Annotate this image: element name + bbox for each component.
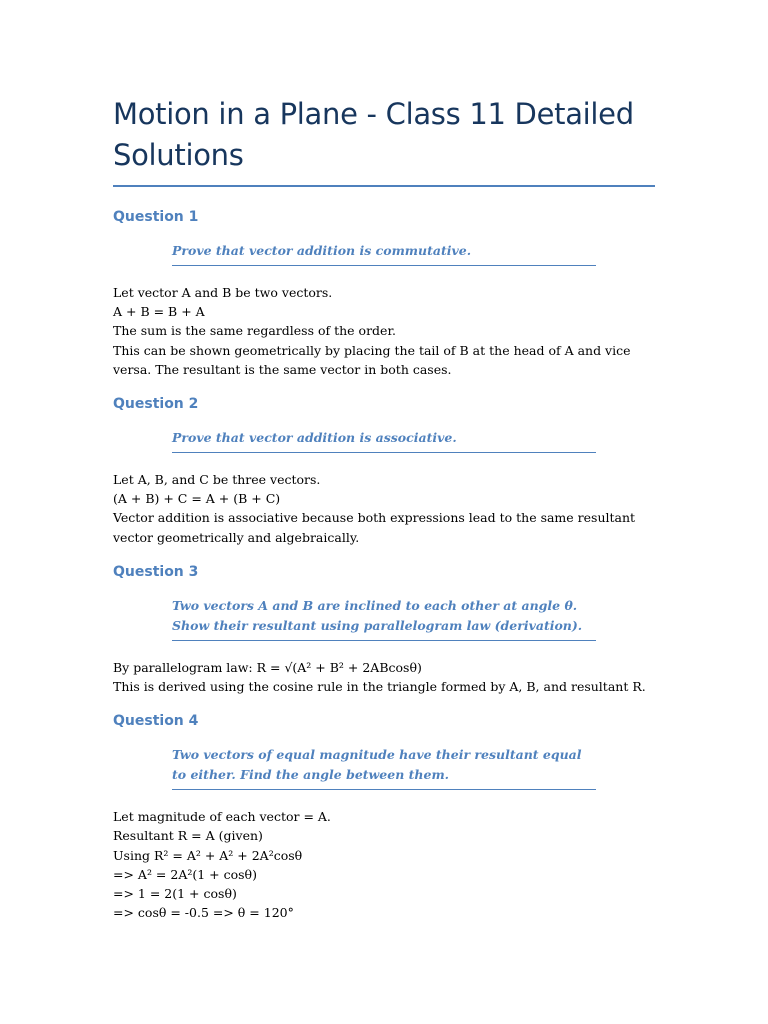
question-prompt: Two vectors of equal magnitude have their resultant equal to either. Find the angle between them. xyxy=(172,745,596,790)
answer-line: This can be shown geometrically by placing the tail of B at the head of A and vice versa. The resultant is the same vector in both cases. xyxy=(113,342,631,377)
document-page xyxy=(113,0,655,922)
answer-line: Resultant R = A (given) xyxy=(113,828,263,844)
answer-line: => cosθ = -0.5 => θ = 120° xyxy=(113,905,294,921)
question-heading: Question 1 xyxy=(113,209,199,225)
answer-text xyxy=(113,470,655,547)
answer-line: The sum is the same regardless of the order. xyxy=(113,323,397,339)
question-heading: Question 3 xyxy=(113,563,199,580)
question-prompt: Prove that vector addition is commutative. xyxy=(172,241,596,266)
answer-text xyxy=(113,658,655,696)
question-prompt: Prove that vector addition is associative. xyxy=(172,428,596,453)
answer-line: By parallelogram law: R = √(A² + B² + 2ABcosθ) xyxy=(113,659,422,675)
question-heading: Question 4 xyxy=(113,713,199,730)
answer-text xyxy=(113,283,655,379)
answer-line: Vector addition is associative because both expressions lead to the same resultant vector geometrically and algebraically. xyxy=(113,510,636,545)
answer-line: Using R² = A² + A² + 2A²cosθ xyxy=(113,847,303,863)
question-heading: Question 2 xyxy=(113,396,199,413)
answer-text xyxy=(113,807,655,922)
question-4 xyxy=(113,711,655,922)
answer-line: A + B = B + A xyxy=(113,304,205,320)
answer-line: Let magnitude of each vector = A. xyxy=(113,809,331,825)
question-prompt: Two vectors A and B are inclined to each other at angle θ. Show their resultant using parallelogram law (derivation). xyxy=(172,596,596,641)
answer-line: => 1 = 2(1 + cosθ) xyxy=(113,886,237,902)
question-2 xyxy=(113,394,655,547)
answer-line: => A² = 2A²(1 + cosθ) xyxy=(113,866,257,882)
answer-line: (A + B) + C = A + (B + C) xyxy=(113,491,281,507)
document-title: Motion in a Plane - Class 11 Detailed Solutions xyxy=(113,0,655,187)
answer-line: Let A, B, and C be three vectors. xyxy=(113,472,321,488)
question-1 xyxy=(113,207,655,379)
answer-line: Let vector A and B be two vectors. xyxy=(113,285,333,300)
question-3 xyxy=(113,562,655,696)
answer-line: This is derived using the cosine rule in the triangle formed by A, B, and resultant R. xyxy=(113,679,646,695)
